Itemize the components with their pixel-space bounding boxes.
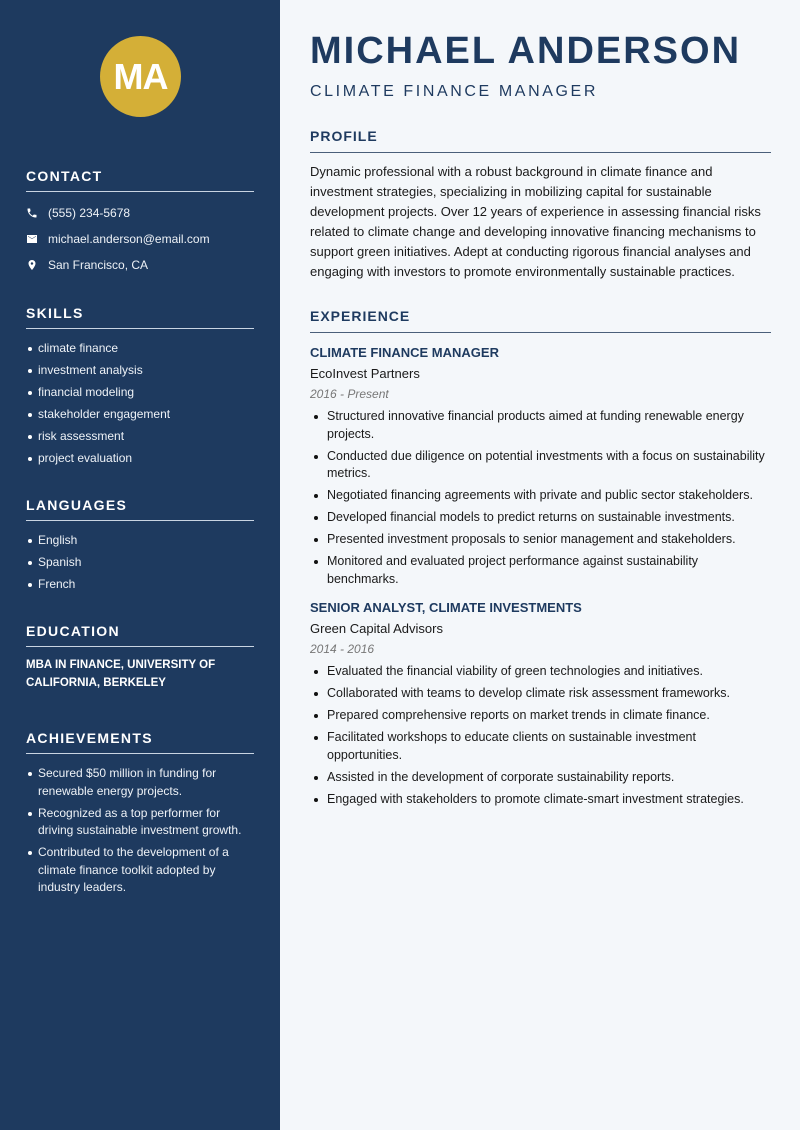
job-bullet: Negotiated financing agreements with private and public sector stakeholders. <box>310 487 771 505</box>
job-bullet: Presented investment proposals to senior management and stakeholders. <box>310 531 771 549</box>
job-bullet: Prepared comprehensive reports on market trends in climate finance. <box>310 707 771 725</box>
language-item: English <box>26 532 254 550</box>
email-icon <box>26 233 38 245</box>
job-bullet: Assisted in the development of corporate sustainability reports. <box>310 769 771 787</box>
skills-section <box>26 305 254 472</box>
job-bullet: Conducted due diligence on potential investments with a focus on sustainability metrics. <box>310 448 771 483</box>
languages-section <box>26 497 254 598</box>
job-title: SENIOR ANALYST, CLIMATE INVESTMENTS <box>310 600 582 615</box>
job-bullet: Facilitated workshops to educate clients on sustainable investment opportunities. <box>310 729 771 764</box>
language-item: Spanish <box>26 554 254 572</box>
skill-item: stakeholder engagement <box>26 406 254 424</box>
job-bullet: Monitored and evaluated project performance against sustainability benchmarks. <box>310 553 771 588</box>
job-company: Green Capital Advisors <box>310 621 443 636</box>
email-text[interactable]: michael.anderson@email.com <box>48 232 210 246</box>
achievements-section <box>26 730 254 901</box>
achievement-item: Recognized as a top performer for driving sustainable investment growth. <box>26 805 254 840</box>
achievements-heading: ACHIEVEMENTS <box>26 730 254 754</box>
candidate-name: MICHAEL ANDERSON <box>310 30 742 72</box>
languages-heading: LANGUAGES <box>26 497 254 521</box>
experience-section <box>310 308 771 813</box>
profile-text: Dynamic professional with a robust background in climate finance and investment strategies, specializing in mobilizing capital for sustainable development projects. Over 12 years of experience in assessing financial risks related to climate change and developing innovative financing mechanisms to support green initiatives. Adept at conducting rigorous financial analyses and engaging with investors to promote environmentally sustainable practices. <box>310 164 761 279</box>
education-section <box>26 623 254 692</box>
skills-heading: SKILLS <box>26 305 254 329</box>
contact-heading: CONTACT <box>26 168 254 192</box>
education-degree: MBA IN FINANCE, UNIVERSITY OF CALIFORNIA, BERKELEY <box>26 659 216 689</box>
contact-section <box>26 168 254 278</box>
education-heading: EDUCATION <box>26 623 254 647</box>
sidebar <box>0 0 280 1130</box>
job-dates: 2014 - 2016 <box>310 642 375 656</box>
skill-item: financial modeling <box>26 384 254 402</box>
job-bullet: Engaged with stakeholders to promote climate-smart investment strategies. <box>310 791 771 809</box>
job-entry <box>310 600 771 808</box>
language-item: French <box>26 576 254 594</box>
job-bullet: Collaborated with teams to develop climate risk assessment frameworks. <box>310 685 771 703</box>
phone-text: (555) 234-5678 <box>48 206 131 220</box>
job-title: CLIMATE FINANCE MANAGER <box>310 345 499 360</box>
skill-item: risk assessment <box>26 428 254 446</box>
profile-section <box>310 128 771 282</box>
location-text: San Francisco, CA <box>48 258 149 272</box>
location-pin-icon <box>26 259 38 271</box>
avatar: MA <box>100 36 181 117</box>
phone-icon <box>26 207 38 219</box>
job-dates: 2016 - Present <box>310 387 389 401</box>
contact-email <box>26 226 254 252</box>
job-bullet: Evaluated the financial viability of green technologies and initiatives. <box>310 663 771 681</box>
job-entry <box>310 345 771 588</box>
job-company: EcoInvest Partners <box>310 366 420 381</box>
skill-item: climate finance <box>26 340 254 358</box>
profile-heading: PROFILE <box>310 128 771 153</box>
contact-phone <box>26 200 254 226</box>
candidate-title: CLIMATE FINANCE MANAGER <box>310 83 598 100</box>
job-bullet: Structured innovative financial products aimed at funding renewable energy projects. <box>310 408 771 443</box>
experience-heading: EXPERIENCE <box>310 308 771 333</box>
skill-item: project evaluation <box>26 450 254 468</box>
achievement-item: Secured $50 million in funding for renewable energy projects. <box>26 765 254 800</box>
skill-item: investment analysis <box>26 362 254 380</box>
achievement-item: Contributed to the development of a climate finance toolkit adopted by industry leaders. <box>26 844 254 897</box>
job-bullet: Developed financial models to predict returns on sustainable investments. <box>310 509 771 527</box>
contact-location <box>26 252 254 278</box>
